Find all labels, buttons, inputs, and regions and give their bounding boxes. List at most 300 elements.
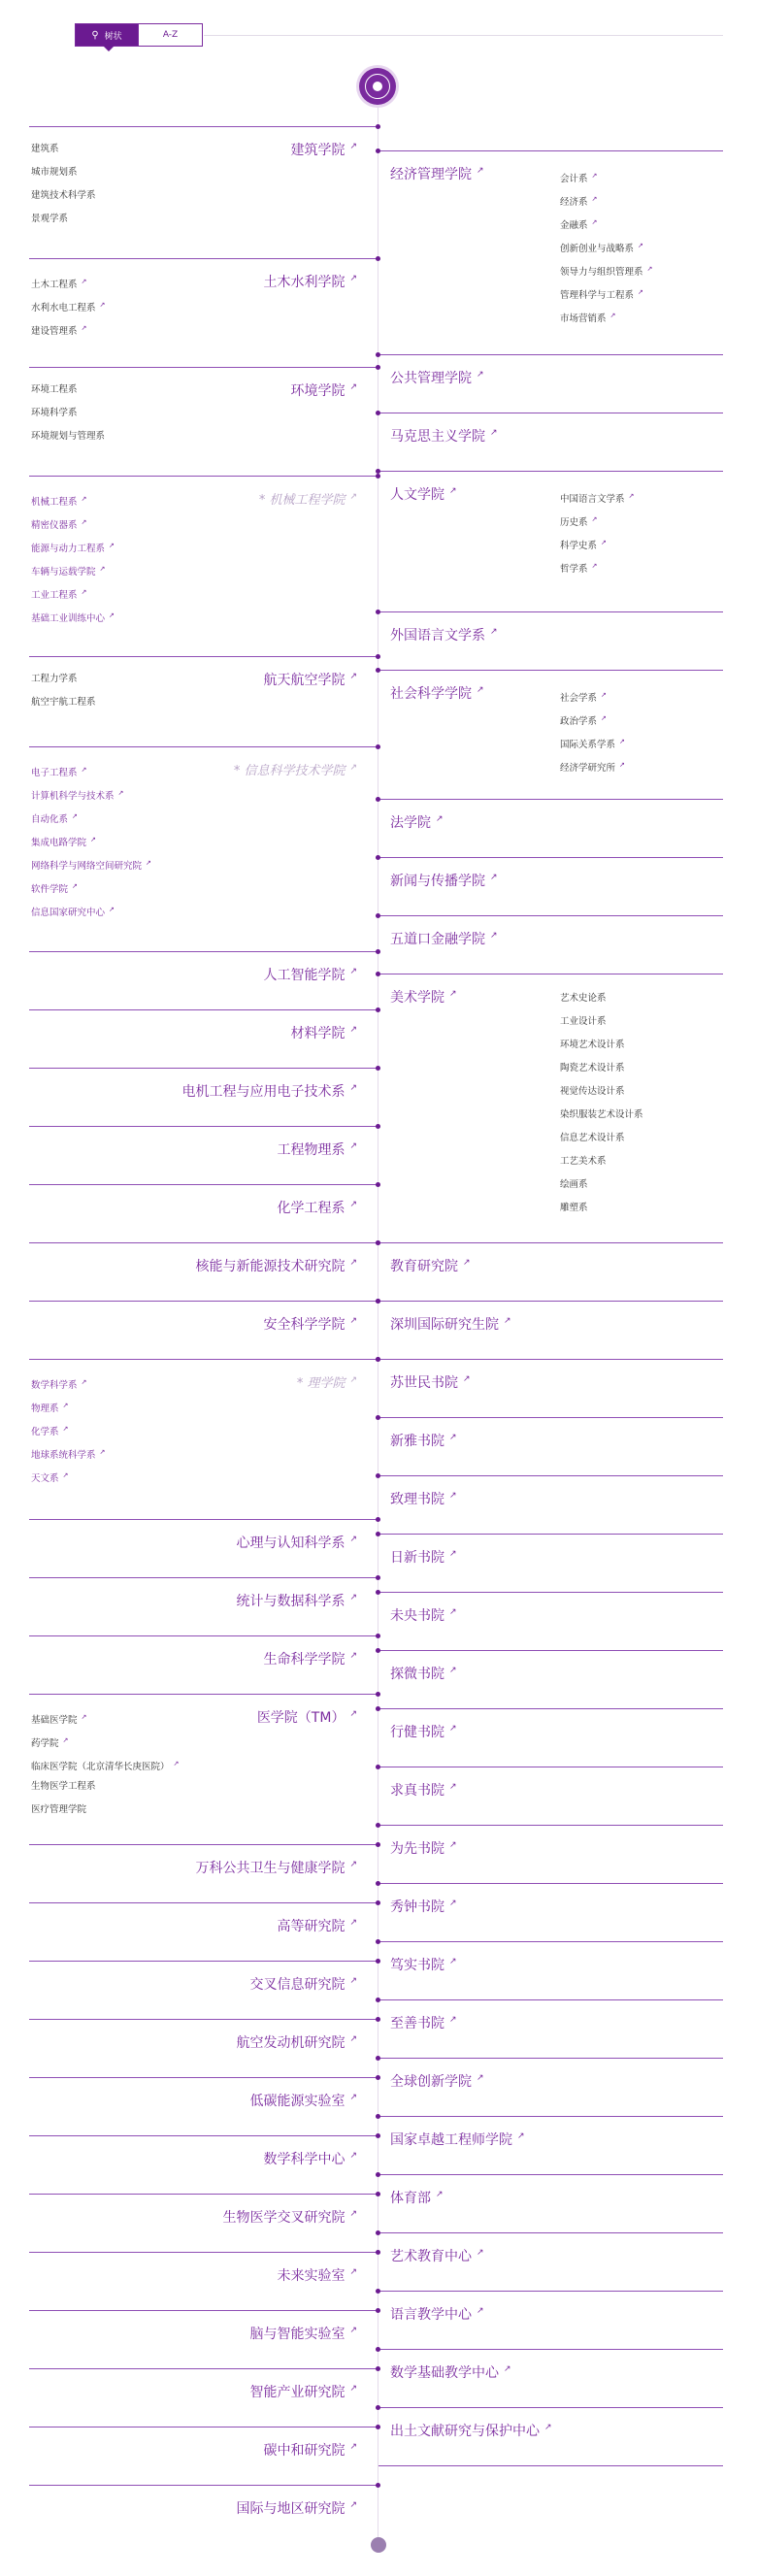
department-link[interactable] <box>31 184 96 208</box>
school-link-left-1[interactable] <box>263 272 357 291</box>
department-link[interactable] <box>31 691 96 714</box>
department-link[interactable] <box>560 164 652 187</box>
school-link-right-13[interactable] <box>390 1431 457 1450</box>
school-link-right-11[interactable] <box>390 1314 511 1334</box>
department-name: 电子工程系 <box>31 768 78 779</box>
tab-a-z[interactable] <box>139 23 203 47</box>
school-name: 未央书院 <box>390 1608 444 1624</box>
school-name: 语言教学中心 <box>390 2307 472 2323</box>
timeline-node <box>376 1240 380 1245</box>
department-name: 社会学系 <box>560 693 598 705</box>
school-name: 材料学院 <box>290 1026 346 1041</box>
department-link[interactable] <box>560 484 634 508</box>
external-link-icon: ↗ <box>463 1374 471 1385</box>
school-link-left-7[interactable] <box>290 1023 357 1042</box>
external-link-icon: ↗ <box>72 812 78 820</box>
school-link-left-15[interactable] <box>236 1591 357 1610</box>
department-name: 基础医学院 <box>31 1715 78 1727</box>
external-link-icon: ↗ <box>349 491 357 502</box>
department-name: 临床医学院（北京清华长庚医院） <box>31 1762 170 1773</box>
school-link-left-18[interactable] <box>195 1858 357 1877</box>
department-link[interactable] <box>560 987 643 1010</box>
school-name: 高等研究院 <box>277 1919 346 1934</box>
section-divider <box>29 2310 378 2311</box>
department-link[interactable] <box>560 1080 643 1104</box>
department-name: 网络科学与网络空间研究院 <box>31 861 143 873</box>
department-name: 金融系 <box>560 220 588 232</box>
school-name: 体育部 <box>390 2191 431 2206</box>
external-link-icon: ↗ <box>62 1736 69 1744</box>
department-link[interactable] <box>31 379 105 402</box>
timeline-node <box>376 2483 380 2488</box>
external-link-icon: ↗ <box>591 172 598 180</box>
timeline-node <box>376 1357 380 1362</box>
school-link-left-27[interactable] <box>249 2382 357 2401</box>
department-name: 环境工程系 <box>31 384 78 395</box>
timeline-node <box>376 855 380 860</box>
school-link-right-8[interactable] <box>390 929 498 948</box>
school-link-right-16[interactable] <box>390 1605 457 1625</box>
department-link[interactable] <box>560 211 652 234</box>
department-link[interactable] <box>31 758 151 781</box>
external-link-icon: ↗ <box>349 1374 357 1385</box>
school-name: 智能产业研究院 <box>249 2385 346 2400</box>
department-link[interactable] <box>31 875 151 898</box>
department-link[interactable] <box>31 208 96 231</box>
department-link[interactable] <box>560 753 625 776</box>
school-link-left-28[interactable] <box>263 2440 357 2460</box>
tab-a-z-label: A-Z <box>162 30 179 40</box>
timeline-node <box>376 352 380 357</box>
external-link-icon: ↗ <box>349 1918 357 1929</box>
department-list <box>31 487 115 627</box>
school-link-right-19[interactable] <box>390 1780 457 1800</box>
school-name: 万科公共卫生与健康学院 <box>195 1861 346 1876</box>
department-name: 化学系 <box>31 1427 59 1438</box>
department-name: 土木工程系 <box>31 280 78 291</box>
section-divider <box>378 1242 723 1243</box>
department-link[interactable] <box>31 402 105 425</box>
school-link-left-20[interactable] <box>249 1974 357 1994</box>
school-link-left-13[interactable] <box>297 1372 357 1391</box>
department-link[interactable] <box>560 187 652 211</box>
external-link-icon: ↗ <box>349 2326 357 2336</box>
department-link[interactable] <box>31 1729 179 1752</box>
department-link[interactable] <box>31 1440 105 1464</box>
department-link[interactable] <box>560 730 625 753</box>
department-link[interactable] <box>560 531 634 554</box>
timeline-node <box>376 797 380 802</box>
external-link-icon: ↗ <box>638 242 643 249</box>
external-link-icon: ↗ <box>349 1258 357 1269</box>
external-link-icon: ↗ <box>449 1782 457 1793</box>
school-link-right-17[interactable] <box>390 1664 457 1683</box>
external-link-icon: ↗ <box>173 1760 180 1767</box>
external-link-icon: ↗ <box>349 1141 357 1152</box>
tree-icon: ⚲ <box>91 29 99 41</box>
school-link-right-12[interactable] <box>390 1372 471 1392</box>
school-link-right-14[interactable] <box>390 1489 457 1508</box>
school-name: 致理书院 <box>390 1492 444 1507</box>
school-name: 美术学院 <box>390 990 444 1006</box>
department-link[interactable] <box>31 1775 179 1799</box>
school-link-left-5[interactable] <box>234 760 357 778</box>
school-name: 低碳能源实验室 <box>249 2094 346 2109</box>
external-link-icon: ↗ <box>449 1899 457 1909</box>
department-link[interactable] <box>31 1417 105 1440</box>
section-divider <box>378 670 723 671</box>
department-link[interactable] <box>31 1799 179 1822</box>
school-link-left-0[interactable] <box>290 140 357 159</box>
department-link[interactable] <box>31 668 96 691</box>
school-name: 为先书院 <box>390 1841 444 1857</box>
department-name: 计算机科学与技术系 <box>31 791 115 803</box>
section-divider <box>29 1844 378 1845</box>
school-link-left-23[interactable] <box>263 2149 357 2168</box>
school-name: 苏世民书院 <box>390 1375 458 1391</box>
section-divider <box>378 2232 723 2233</box>
section-divider <box>29 1068 378 1069</box>
department-name: 能源与动力工程系 <box>31 544 106 555</box>
department-name: 哲学系 <box>560 564 588 576</box>
department-link[interactable] <box>560 281 652 304</box>
school-name: 出土文献研究与保护中心 <box>390 2424 540 2439</box>
school-link-right-0[interactable] <box>390 164 484 183</box>
school-link-right-18[interactable] <box>390 1722 457 1741</box>
school-link-right-29[interactable] <box>390 2362 511 2382</box>
department-name: 工业工程系 <box>31 590 78 602</box>
department-link[interactable] <box>31 425 105 448</box>
school-link-right-3[interactable] <box>390 484 457 504</box>
external-link-icon: ↗ <box>349 1709 357 1720</box>
external-link-icon: ↗ <box>638 288 643 296</box>
department-name: 创新创业与战略系 <box>560 244 635 255</box>
school-link-left-11[interactable] <box>195 1256 357 1275</box>
school-link-left-2[interactable] <box>290 380 357 400</box>
timeline-node <box>376 610 380 614</box>
timeline-node <box>376 1590 380 1595</box>
department-link[interactable] <box>31 316 105 340</box>
school-link-right-22[interactable] <box>390 1955 457 1974</box>
section-divider <box>378 1534 723 1535</box>
section-divider <box>29 2368 378 2369</box>
school-name: 新雅书院 <box>390 1434 444 1449</box>
department-link[interactable] <box>31 511 115 534</box>
school-link-right-26[interactable] <box>390 2188 444 2207</box>
timeline-node <box>376 1124 380 1129</box>
external-link-icon: ↗ <box>619 761 625 769</box>
department-name: 物理系 <box>31 1404 59 1415</box>
school-link-right-7[interactable] <box>390 871 498 890</box>
department-name: 染织服装艺术设计系 <box>560 1109 643 1120</box>
external-link-icon: ↗ <box>81 324 87 332</box>
department-name: 艺术史论系 <box>560 993 607 1004</box>
external-link-icon: ↗ <box>463 1258 471 1269</box>
external-link-icon: ↗ <box>449 1491 457 1502</box>
school-link-right-28[interactable] <box>390 2304 484 2324</box>
timeline-node <box>376 1007 380 1012</box>
department-link[interactable] <box>560 1150 643 1173</box>
department-link[interactable] <box>560 1197 643 1220</box>
department-link[interactable] <box>31 1752 179 1775</box>
department-link[interactable] <box>31 1394 105 1417</box>
school-link-right-4[interactable] <box>390 625 498 644</box>
section-divider <box>378 354 723 355</box>
external-link-icon: ↗ <box>477 2073 484 2084</box>
department-name: 管理科学与工程系 <box>560 290 635 302</box>
department-link[interactable] <box>31 161 96 184</box>
external-link-icon: ↗ <box>601 539 607 546</box>
external-link-icon: ↗ <box>449 1724 457 1734</box>
external-link-icon: ↗ <box>99 1448 106 1456</box>
school-link-right-23[interactable] <box>390 2013 457 2032</box>
department-link[interactable] <box>31 805 151 828</box>
timeline-end-dot <box>371 2537 386 2553</box>
timeline-node <box>376 1765 380 1769</box>
department-link[interactable] <box>560 304 652 327</box>
department-link[interactable] <box>31 557 115 580</box>
school-link-right-10[interactable] <box>390 1256 471 1275</box>
external-link-icon: ↗ <box>349 1651 357 1662</box>
section-divider <box>378 2291 723 2292</box>
external-link-icon: ↗ <box>449 989 457 1000</box>
department-link[interactable] <box>31 534 115 557</box>
department-name: 陶瓷艺术设计系 <box>560 1063 625 1073</box>
external-link-icon: ↗ <box>62 1425 69 1433</box>
school-name: 交叉信息研究院 <box>249 1977 346 1993</box>
timeline-node <box>376 256 380 261</box>
school-link-right-1[interactable] <box>390 368 484 387</box>
school-link-left-17[interactable] <box>257 1707 357 1727</box>
department-link[interactable] <box>560 1034 643 1057</box>
section-divider <box>378 1941 723 1942</box>
external-link-icon: ↗ <box>349 382 357 393</box>
school-link-left-21[interactable] <box>236 2032 357 2052</box>
school-link-right-25[interactable] <box>390 2130 525 2149</box>
school-link-left-16[interactable] <box>263 1649 357 1668</box>
school-name: 土木水利学院 <box>263 275 346 290</box>
section-divider <box>29 1694 378 1695</box>
school-name: 教育研究院 <box>390 1259 458 1274</box>
department-link[interactable] <box>31 1464 105 1487</box>
school-link-right-5[interactable] <box>390 683 484 703</box>
department-name: 医疗管理学院 <box>31 1804 87 1815</box>
school-name: 电机工程与应用电子技术系 <box>181 1084 346 1100</box>
school-name: 建筑学院 <box>290 143 346 158</box>
department-link[interactable] <box>560 1010 643 1034</box>
external-link-icon: ↗ <box>349 2500 357 2511</box>
department-link[interactable] <box>560 1173 643 1197</box>
section-divider <box>29 1242 378 1243</box>
timeline-node <box>376 913 380 918</box>
school-link-right-30[interactable] <box>390 2421 552 2440</box>
school-link-left-9[interactable] <box>277 1139 357 1159</box>
department-link[interactable] <box>560 1104 643 1127</box>
school-link-left-3[interactable] <box>259 489 357 508</box>
school-link-right-27[interactable] <box>390 2246 484 2265</box>
timeline-node <box>376 1415 380 1420</box>
school-link-right-9[interactable] <box>390 987 457 1007</box>
timeline-node <box>376 474 380 479</box>
department-list <box>31 270 105 340</box>
school-link-left-22[interactable] <box>249 2091 357 2110</box>
department-name: 药学院 <box>31 1738 59 1750</box>
department-link[interactable] <box>560 1127 643 1150</box>
timeline-node <box>376 1634 380 1638</box>
department-name: 科学史系 <box>560 541 598 552</box>
external-link-icon: ↗ <box>628 492 635 500</box>
school-name: 人工智能学院 <box>263 968 346 983</box>
school-link-left-12[interactable] <box>263 1314 357 1334</box>
department-name: 领导力与组织管理系 <box>560 267 643 279</box>
timeline-node <box>376 2308 380 2313</box>
section-divider <box>29 2135 378 2136</box>
external-link-icon: ↗ <box>609 312 616 319</box>
department-link[interactable] <box>560 234 652 257</box>
school-link-left-14[interactable] <box>236 1533 357 1552</box>
department-link[interactable] <box>31 851 151 875</box>
section-divider <box>29 951 378 952</box>
timeline-node <box>376 668 380 673</box>
section-divider <box>29 1359 378 1360</box>
school-link-right-2[interactable] <box>390 426 498 446</box>
department-name: 城市规划系 <box>31 167 78 178</box>
school-link-left-10[interactable] <box>277 1198 357 1217</box>
department-link[interactable] <box>31 487 115 511</box>
department-link[interactable] <box>31 270 105 293</box>
department-link[interactable] <box>560 683 625 707</box>
school-link-left-4[interactable] <box>263 670 357 689</box>
section-divider <box>29 2077 378 2078</box>
university-seal-logo <box>359 68 396 105</box>
external-link-icon: ↗ <box>601 691 607 699</box>
department-link[interactable] <box>560 508 634 531</box>
school-name: 五道口金融学院 <box>390 932 485 947</box>
school-name: 生物医学交叉研究院 <box>222 2210 346 2226</box>
school-name: 新闻与传播学院 <box>390 874 485 889</box>
department-list <box>560 683 625 776</box>
section-divider <box>378 857 723 858</box>
section-divider <box>29 1184 378 1185</box>
external-link-icon: ↗ <box>349 2209 357 2220</box>
timeline-node <box>376 1959 380 1964</box>
school-name: 艺术教育中心 <box>390 2249 472 2264</box>
timeline-node <box>376 1575 380 1580</box>
school-name: 航天航空学院 <box>263 673 346 688</box>
school-name: 化学工程系 <box>277 1201 346 1216</box>
external-link-icon: ↗ <box>349 2267 357 2278</box>
school-link-left-29[interactable] <box>236 2498 357 2518</box>
section-divider <box>378 1359 723 1360</box>
external-link-icon: ↗ <box>449 486 457 497</box>
external-link-icon: ↗ <box>349 274 357 284</box>
department-link[interactable] <box>31 1371 105 1394</box>
external-link-icon: ↗ <box>504 1316 511 1327</box>
school-name: 碳中和研究院 <box>263 2443 346 2459</box>
department-name: 工艺美术系 <box>560 1156 607 1167</box>
external-link-icon: ↗ <box>591 562 598 570</box>
department-link[interactable] <box>31 580 115 604</box>
school-name: 马克思主义学院 <box>390 429 485 445</box>
external-link-icon: ↗ <box>62 1402 69 1409</box>
school-name: 生命科学学院 <box>263 1652 346 1668</box>
department-name: 环境科学系 <box>31 408 78 418</box>
department-name: 水利水电工程系 <box>31 303 96 314</box>
external-link-icon: ↗ <box>349 1976 357 1987</box>
school-link-left-8[interactable] <box>181 1081 357 1101</box>
section-divider <box>29 1519 378 1520</box>
department-link[interactable] <box>31 293 105 316</box>
section-divider <box>378 1592 723 1593</box>
department-link[interactable] <box>560 707 625 730</box>
department-name: 精密仪器系 <box>31 520 78 532</box>
timeline-node <box>376 744 380 749</box>
department-link[interactable] <box>31 828 151 851</box>
school-name: 探微书院 <box>390 1667 444 1682</box>
section-divider <box>29 126 378 127</box>
department-link[interactable] <box>31 898 151 921</box>
school-link-left-24[interactable] <box>222 2207 357 2227</box>
department-name: 建设管理系 <box>31 326 78 338</box>
department-link[interactable] <box>560 554 634 578</box>
section-divider <box>378 2174 723 2175</box>
external-link-icon: ↗ <box>81 1378 87 1386</box>
external-link-icon: ↗ <box>517 2131 525 2142</box>
external-link-icon: ↗ <box>81 518 87 526</box>
department-name: 天文系 <box>31 1473 59 1485</box>
school-link-right-15[interactable] <box>390 1547 457 1567</box>
school-link-left-25[interactable] <box>277 2265 357 2285</box>
external-link-icon: ↗ <box>109 611 115 619</box>
school-name: 行健书院 <box>390 1725 444 1740</box>
external-link-icon: ↗ <box>81 766 87 774</box>
external-link-icon: ↗ <box>490 931 498 941</box>
external-link-icon: ↗ <box>349 1025 357 1036</box>
department-link[interactable] <box>31 781 151 805</box>
school-link-right-21[interactable] <box>390 1897 457 1916</box>
timeline-node <box>376 1517 380 1522</box>
section-divider <box>378 2116 723 2117</box>
school-link-right-24[interactable] <box>390 2071 484 2091</box>
section-divider <box>378 2058 723 2059</box>
department-list <box>31 1705 179 1822</box>
department-link[interactable] <box>31 138 96 161</box>
external-link-icon: ↗ <box>349 2034 357 2045</box>
school-link-right-20[interactable] <box>390 1838 457 1858</box>
department-link[interactable] <box>31 1705 179 1729</box>
department-name: 工业设计系 <box>560 1016 607 1027</box>
department-link[interactable] <box>560 1057 643 1080</box>
external-link-icon: ↗ <box>349 1535 357 1545</box>
timeline-node <box>376 654 380 659</box>
school-link-right-6[interactable] <box>390 812 444 832</box>
department-name: 建筑技术科学系 <box>31 190 96 201</box>
section-divider <box>378 1301 723 1302</box>
timeline-node <box>376 2250 380 2255</box>
tab-tree[interactable] <box>75 23 139 47</box>
department-link[interactable] <box>560 257 652 281</box>
timeline-node <box>376 124 380 129</box>
department-link[interactable] <box>31 604 115 627</box>
school-name: 日新书院 <box>390 1550 444 1566</box>
school-link-left-26[interactable] <box>249 2324 357 2343</box>
department-list <box>560 484 634 578</box>
section-divider <box>29 1961 378 1962</box>
school-link-left-19[interactable] <box>277 1916 357 1935</box>
view-tabs <box>75 23 203 49</box>
school-link-left-6[interactable] <box>263 965 357 984</box>
school-name: 国际与地区研究院 <box>236 2501 346 2517</box>
